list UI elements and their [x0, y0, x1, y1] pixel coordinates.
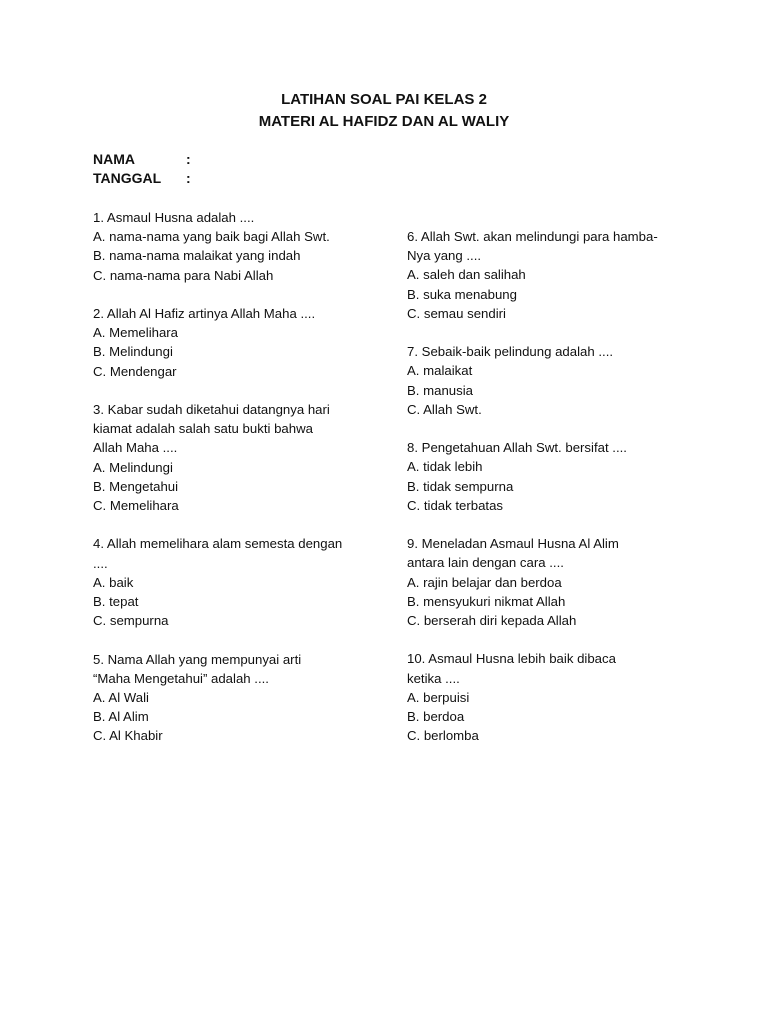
question-text: kiamat adalah salah satu bukti bahwa	[93, 421, 313, 437]
answer-option: C. Al Khabir	[93, 728, 163, 744]
question-item	[407, 649, 692, 745]
answer-option: C. berserah diri kepada Allah	[407, 613, 577, 629]
question-text: Allah Maha ....	[93, 440, 178, 456]
question-item	[93, 400, 383, 515]
answer-option: A. saleh dan salihah	[407, 267, 526, 283]
question-text: Nya yang ....	[407, 248, 482, 264]
question-item	[93, 208, 383, 285]
question-text: 3. Kabar sudah diketahui datangnya hari	[93, 402, 330, 417]
page-title: LATIHAN SOAL PAI KELAS 2	[281, 91, 487, 108]
question-text: 5. Nama Allah yang mempunyai arti	[93, 651, 302, 667]
question-text: 8. Pengetahuan Allah Swt. bersifat ....	[407, 440, 627, 456]
question-item	[407, 227, 692, 323]
date-colon: :	[186, 170, 191, 186]
question-text: ketika ....	[407, 670, 460, 686]
question-item	[407, 342, 692, 419]
answer-option: C. nama-nama para Nabi Allah	[93, 267, 274, 283]
question-text: 10. Asmaul Husna lebih baik dibaca	[407, 651, 616, 667]
answer-option: C. berlomba	[407, 728, 479, 744]
date-field	[93, 169, 191, 188]
question-text: 4. Allah memelihara alam semesta dengan	[93, 536, 343, 552]
answer-option: B. mensyukuri nikmat Allah	[407, 593, 566, 609]
answer-option: B. manusia	[407, 382, 473, 398]
answer-option: B. Mengetahui	[93, 478, 179, 494]
question-text: 7. Sebaik-baik pelindung adalah ....	[407, 344, 614, 360]
date-label: TANGGAL	[93, 170, 162, 186]
answer-option: B. Al Alim	[93, 709, 149, 725]
answer-option: A. nama-nama yang baik bagi Allah Swt.	[93, 229, 330, 245]
question-text: ....	[93, 555, 108, 571]
name-field	[93, 150, 191, 169]
question-text: antara lain dengan cara ....	[407, 555, 564, 571]
answer-option: A. berpuisi	[407, 689, 470, 705]
questions-left-column	[93, 208, 383, 765]
answer-option: C. Mendengar	[93, 363, 177, 379]
question-item	[93, 304, 383, 381]
answer-option: C. Allah Swt.	[407, 401, 482, 417]
answer-option: B. berdoa	[407, 709, 465, 725]
answer-option: A. Al Wali	[93, 690, 149, 706]
question-text: 6. Allah Swt. akan melindungi para hamba-	[407, 229, 658, 244]
question-item	[407, 438, 692, 515]
answer-option: B. Melindungi	[93, 344, 173, 360]
answer-option: B. nama-nama malaikat yang indah	[93, 248, 301, 264]
answer-option: B. tepat	[93, 594, 139, 610]
question-text: 1. Asmaul Husna adalah ....	[93, 210, 255, 225]
answer-option: A. Melindungi	[93, 459, 173, 475]
answer-option: B. suka menabung	[407, 286, 517, 302]
question-item	[93, 534, 383, 630]
name-colon: :	[186, 151, 191, 167]
name-label: NAMA	[93, 151, 135, 167]
question-text: 2. Allah Al Hafiz artinya Allah Maha ....	[93, 306, 316, 321]
answer-option: A. rajin belajar dan berdoa	[407, 574, 562, 590]
question-item	[93, 650, 383, 746]
answer-option: C. tidak terbatas	[407, 497, 504, 513]
question-text: “Maha Mengetahui” adalah ....	[93, 670, 269, 686]
answer-option: A. baik	[93, 574, 134, 590]
answer-option: A. tidak lebih	[407, 459, 483, 475]
question-text: 9. Meneladan Asmaul Husna Al Alim	[407, 536, 619, 552]
answer-option: C. sempurna	[93, 613, 169, 629]
answer-option: C. Memelihara	[93, 498, 179, 514]
answer-option: C. semau sendiri	[407, 305, 506, 321]
answer-option: A. Memelihara	[93, 325, 179, 341]
page-subtitle: MATERI AL HAFIDZ DAN AL WALIY	[258, 113, 510, 130]
question-item	[407, 534, 692, 630]
questions-right-column	[407, 227, 692, 765]
answer-option: A. malaikat	[407, 363, 473, 379]
answer-option: B. tidak sempurna	[407, 478, 514, 494]
